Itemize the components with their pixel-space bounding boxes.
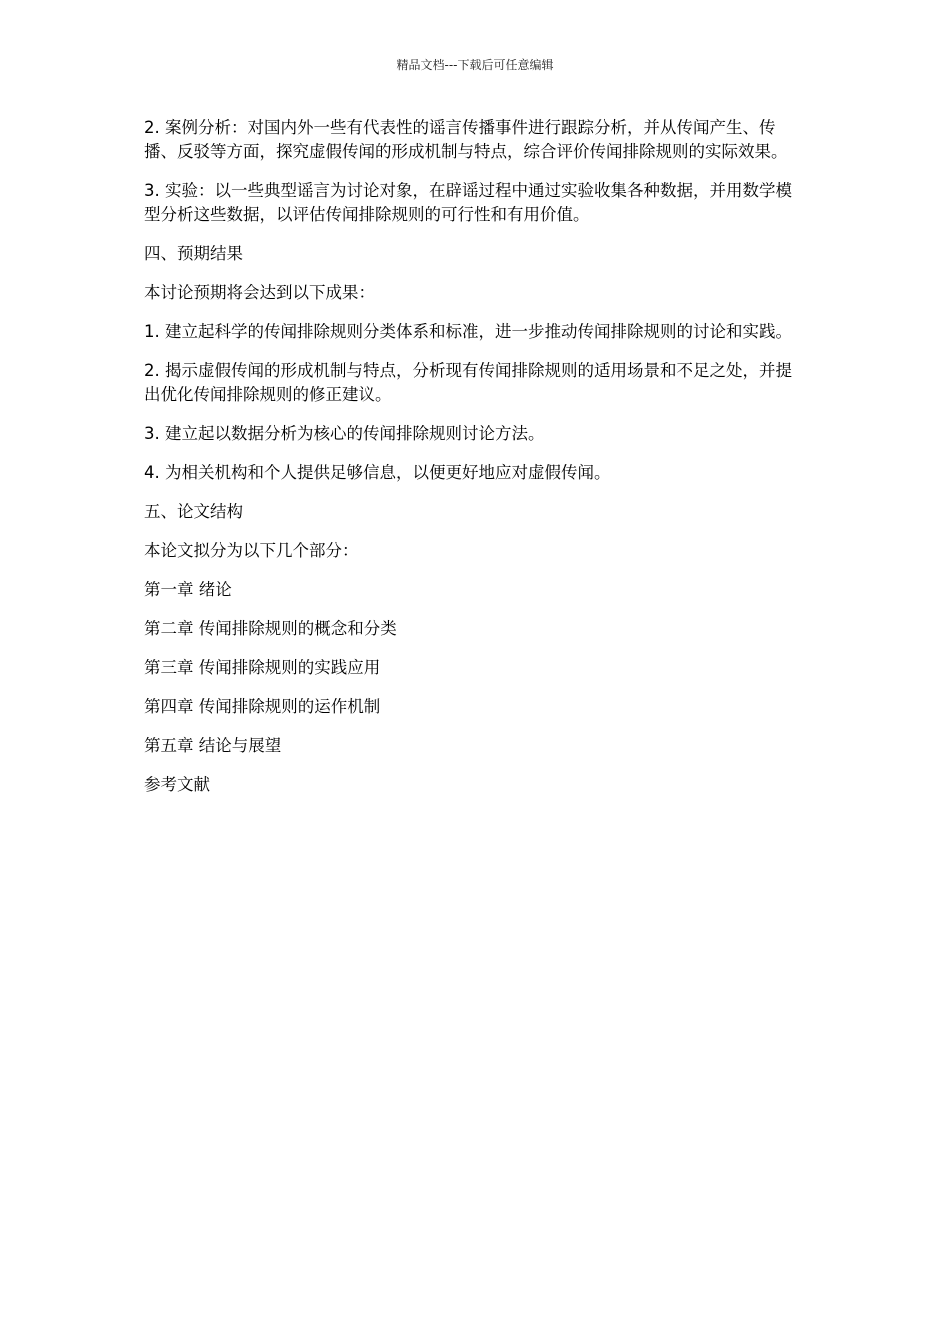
- section-heading-expected-results: 四、预期结果: [144, 244, 243, 263]
- chapter-item-5: 第五章 结论与展望: [144, 736, 282, 755]
- chapter-item-4: 第四章 传闻排除规则的运作机制: [144, 697, 381, 716]
- paragraph-structure-intro: 本论文拟分为以下几个部分：: [144, 541, 359, 560]
- list-item-result-4: 4. 为相关机构和个人提供足够信息，以便更好地应对虚假传闻。: [144, 463, 611, 482]
- list-item-result-2: 2. 揭示虚假传闻的形成机制与特点，分析现有传闻排除规则的适用场景和不足之处，并提出优化传闻排除规则的修正建议。: [144, 361, 792, 404]
- references-item: 参考文献: [144, 775, 210, 794]
- list-item-result-3: 3. 建立起以数据分析为核心的传闻排除规则讨论方法。: [144, 424, 545, 443]
- chapter-item-1: 第一章 绪论: [144, 580, 232, 599]
- page-header: 精品文档---下载后可任意编辑: [396, 58, 554, 72]
- paragraph-experiment: 3. 实验：以一些典型谣言为讨论对象，在辟谣过程中通过实验收集各种数据，并用数学模型分析这些数据，以评估传闻排除规则的可行性和有用价值。: [144, 181, 792, 224]
- chapter-item-2: 第二章 传闻排除规则的概念和分类: [144, 619, 397, 638]
- paragraph-results-intro: 本讨论预期将会达到以下成果：: [144, 283, 375, 302]
- chapter-item-3: 第三章 传闻排除规则的实践应用: [144, 658, 381, 677]
- list-item-result-1: 1. 建立起科学的传闻排除规则分类体系和标准，进一步推动传闻排除规则的讨论和实践。: [144, 322, 792, 341]
- document-body: [144, 116, 804, 812]
- paragraph-case-analysis: 2. 案例分析：对国内外一些有代表性的谣言传播事件进行跟踪分析，并从传闻产生、传播、反驳等方面，探究虚假传闻的形成机制与特点，综合评价传闻排除规则的实际效果。: [144, 118, 788, 161]
- section-heading-thesis-structure: 五、论文结构: [144, 502, 243, 521]
